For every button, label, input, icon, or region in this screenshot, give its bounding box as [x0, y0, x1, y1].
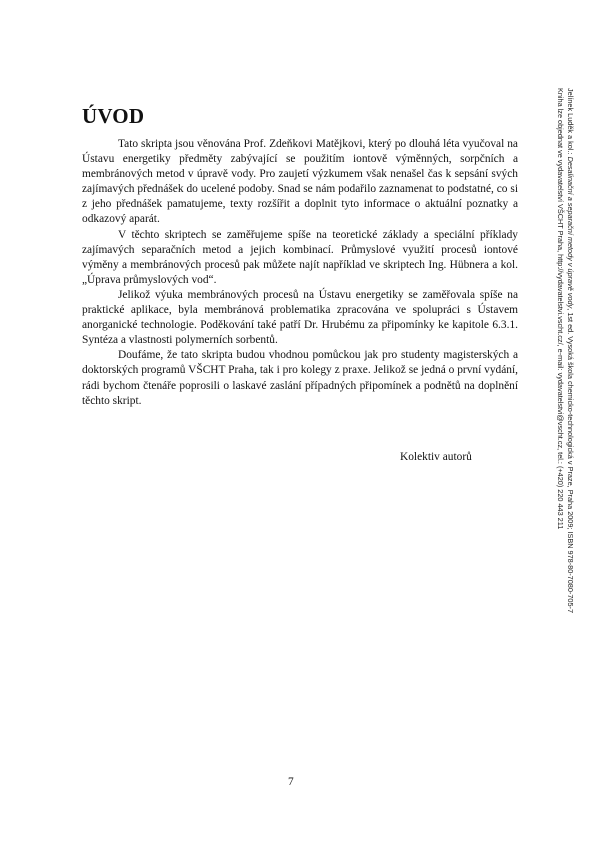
paragraph: Doufáme, že tato skripta budou vhodnou pomůckou jak pro studenty magisterských a doktorských programů VŠCHT Praha, tak i pro kolegy z praxe. Jelikož se jedná o první vydání, rádi bychom čtenáře poprosili o laskavé zaslání případných připomínek a podnětů na doplnění těchto skript.: [82, 349, 518, 407]
citation-title: Desalinační a separační metody v úpravě vody: [566, 156, 575, 309]
paragraph: V těchto skriptech se zaměřujeme spíše na teoretické základy a speciální příklady zajímavých separačních metod a jejich kombinací. Průmyslové využití procesů iontové výměny a membránových procesů pak můžete najít například ve skriptech Ing. Hübnera a kol. „Úprava průmyslových vod“.: [82, 228, 518, 286]
page-number: 7: [288, 776, 294, 788]
paragraph: Tato skripta jsou věnována Prof. Zdeňkovi Matějkovi, který po dlouhá léta vyučoval na Ústavu energetiky předměty zabývající se použitím iontově výměnných, sorpčních a membránových metod v úpravě vody. Pro zaujetí výzkumem však nenašel čas k sepsání svých zajímavých přednášek do ucelené podoby. Snad se nám podařilo zaznamenat to podstatné, co si z jeho přednášek pamatujeme, texty rozšířit a doplnit tyto informace o aktuální poznatky a odkazový aparát.: [82, 138, 518, 226]
citation-publisher: , 1st ed. Vysoká škola chemicko-technologická v Praze, Praha 2009; ISBN 978-80-7080-705-7: [566, 308, 575, 614]
body-text: [82, 137, 518, 409]
citation-line: [566, 88, 576, 613]
citation-authors: Jelínek Luděk a kol.:: [566, 88, 575, 157]
paragraph: Jelikož výuka membránových procesů na Ústavu energetiky se zaměřovala spíše na praktické aplikace, byla membránová problematika zpracována ve spolupráci s Ústavem anorganické technologie. Poděkování také patří Dr. Hrubému za připomínky ke kapitole 6.3.1. Syntéza a vlastnosti polymerních sorbentů.: [82, 288, 518, 347]
signature: Kolektiv autorů: [400, 451, 472, 463]
page-title: ÚVOD: [82, 104, 145, 128]
order-info-line: Kniha lze objednat ve vydavatelství VŠCHT Praha, http://vydavatelstvi.vscht.cz/, e-mail: vydavatelstvi@vscht.cz, tel.: (+420) 220 443 211: [556, 88, 566, 530]
citation-side-note: [556, 88, 575, 613]
